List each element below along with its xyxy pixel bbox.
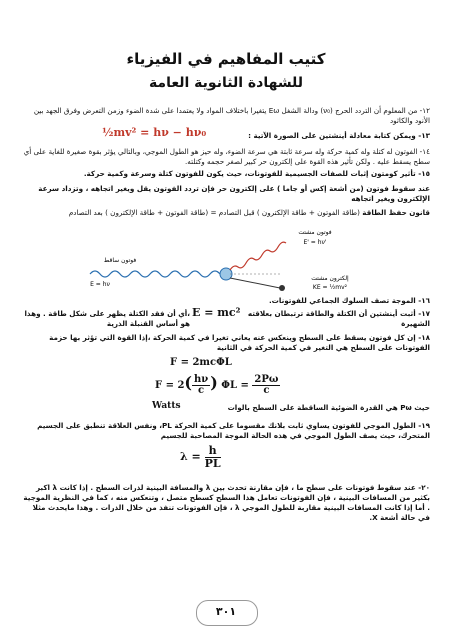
einstein-equation: ½mv² = hν − hν₀ bbox=[102, 126, 207, 139]
force-eq2-num: hν bbox=[193, 373, 209, 385]
scattered-electron-label: إلكترون مشتت bbox=[311, 275, 349, 282]
scattered-electron-path bbox=[230, 278, 280, 288]
item-19: ١٩- الطول الموجي للفوتون يساوي ثابت بلانك مقسوما على كمية الحركة PL، ونفس العلاقة تنطبق على الجسيم المتحرك، حيث يصف الطول الموجي في هذه الحالة الموجة المصاحبة للجسيم bbox=[37, 421, 430, 440]
item-12: ١٢- من المعلوم أن التردد الحرج (ν₀) ودالة الشغل Eω يتغيرا باختلاف المواد ولا يعتمدا على شدة الضوء وزمن التعرض وفرق الجهد بين الأنود والكاثود bbox=[33, 106, 430, 125]
mass-energy-equation: E = mc² bbox=[192, 306, 241, 319]
book-title: كتيب المفاهيم في الفيزياء bbox=[126, 50, 326, 68]
item-15-compton: عند سقوط فوتون (من أشعة إكس أو جاما ) على إلكترون حر فإن تردد الفوتون يقل ويغير اتجاهه ، وتزداد سرعة الإلكترون ويغير اتجاهه bbox=[38, 184, 430, 203]
energy-law-title: قانون حفظ الطاقة bbox=[362, 208, 430, 217]
scattered-energy: E' = hν' bbox=[303, 239, 327, 246]
lambda-lhs: λ = bbox=[180, 450, 201, 464]
item-13: ١٣- ويمكن كتابة معادلة أينشتين على الصورة الآتية : bbox=[248, 131, 430, 140]
de-broglie-equation bbox=[180, 445, 221, 469]
book-subtitle: للشهادة الثانوية العامة bbox=[148, 75, 304, 91]
incident-energy: E = hν bbox=[90, 281, 110, 288]
compton-scattering-diagram bbox=[80, 222, 380, 292]
force-eq2-fraction-2 bbox=[252, 375, 280, 397]
force-eq2-num2: 2Pω bbox=[254, 373, 279, 385]
item-20: ٢٠- عند سقوط فوتونات على سطح ما ، فإن مقارنة تحدث بين λ والمسافة البينية لذرات السطح . إذا كانت λ اكبر بكثير من المسافات البينية ، فإن الفوتونات تعامل هذا السطح كسطح متصل ، وتنعكس منه ، كما في النظرية الموجية . أما إذا كانت المسافات البينية مقاربة للطول الموجي λ ، فإن الفوتونات تنفذ من خلال الذرات . وهذا مايحدث مثلا في حالة أشعة X. bbox=[23, 483, 430, 522]
force-eq2-fraction-1 bbox=[192, 375, 210, 397]
force-equation-2: F = 2( $\frac{h\nu}{c}$ ) ΦL = $\frac{2P\omega}{c}$ bbox=[155, 373, 279, 396]
electron-energy: KE = ½mv² bbox=[312, 284, 348, 291]
item-17: ١٧- أثبت أينشتين أن الكتلة والطاقة ترتبطان بعلاقته الشهيرة bbox=[247, 309, 430, 328]
item-17-tail: ،أي أن فقد الكتلة يظهر على شكل طاقة . وهذا هو أساس القنبلة الذرية bbox=[24, 309, 190, 328]
lambda-num: h bbox=[205, 445, 221, 458]
scattered-electron bbox=[279, 285, 285, 291]
scattered-photon-wave bbox=[230, 242, 286, 270]
item-16: ١٦- الموجة تصف السلوك الجماعي للفوتونات. bbox=[268, 296, 430, 305]
force-eq2-den2: c bbox=[263, 385, 270, 396]
scattered-photon-label: فوتون مشتت bbox=[298, 229, 332, 236]
incident-photon-wave bbox=[90, 271, 220, 277]
item-14: ١٤- الفوتون له كتلة وله كمية حركة وله سرعة ثابتة هي سرعة الضوء، وله حيز هو الطول الموجي، وبالتالي يؤثر بقوة صغيرة للغاية على أي سطح يسقط عليه . ولكن تأثير هذه القوة على إلكترون حر كبير لصغر حجمه وكتلته. bbox=[23, 147, 430, 166]
power-definition: حيث Pω هي القدرة الضوئية الساقطة على السطح بالوات bbox=[227, 403, 430, 412]
lambda-fraction bbox=[205, 445, 221, 469]
page-number: ٣٠١ bbox=[215, 605, 237, 618]
watts-unit: Watts bbox=[152, 401, 181, 411]
item-15: ١٥- تأثير كومتون إثبات للصفات الجسيمية للفوتونات، حيث يكون للفوتون كتلة وسرعة وكمية حركة. bbox=[83, 169, 430, 178]
item-18: ١٨- إن كل فوتون يسقط على السطح وينعكس عنه يعاني تغيرا في كمية الحركة ،إذا القوة التي تؤثر بها حزمة الفوتونات على السطح هي التغير في كمية الحركة في الثانية bbox=[49, 333, 430, 352]
force-equation-1: F = 2mcΦL bbox=[170, 357, 232, 368]
force-eq2-phi: ΦL = bbox=[221, 380, 249, 391]
force-eq2-lhs: F = 2 bbox=[155, 380, 185, 391]
force-eq2-den: c bbox=[198, 385, 205, 396]
energy-law bbox=[20, 208, 430, 218]
incident-photon-label: فوتون ساقط bbox=[103, 257, 137, 264]
energy-law-text: (طاقة الفوتون + طاقة الإلكترون ) قبل التصادم = (طاقة الفوتون + طاقة الإلكترون ) بعد التصادم bbox=[68, 208, 360, 217]
lambda-den: PL bbox=[204, 456, 221, 470]
